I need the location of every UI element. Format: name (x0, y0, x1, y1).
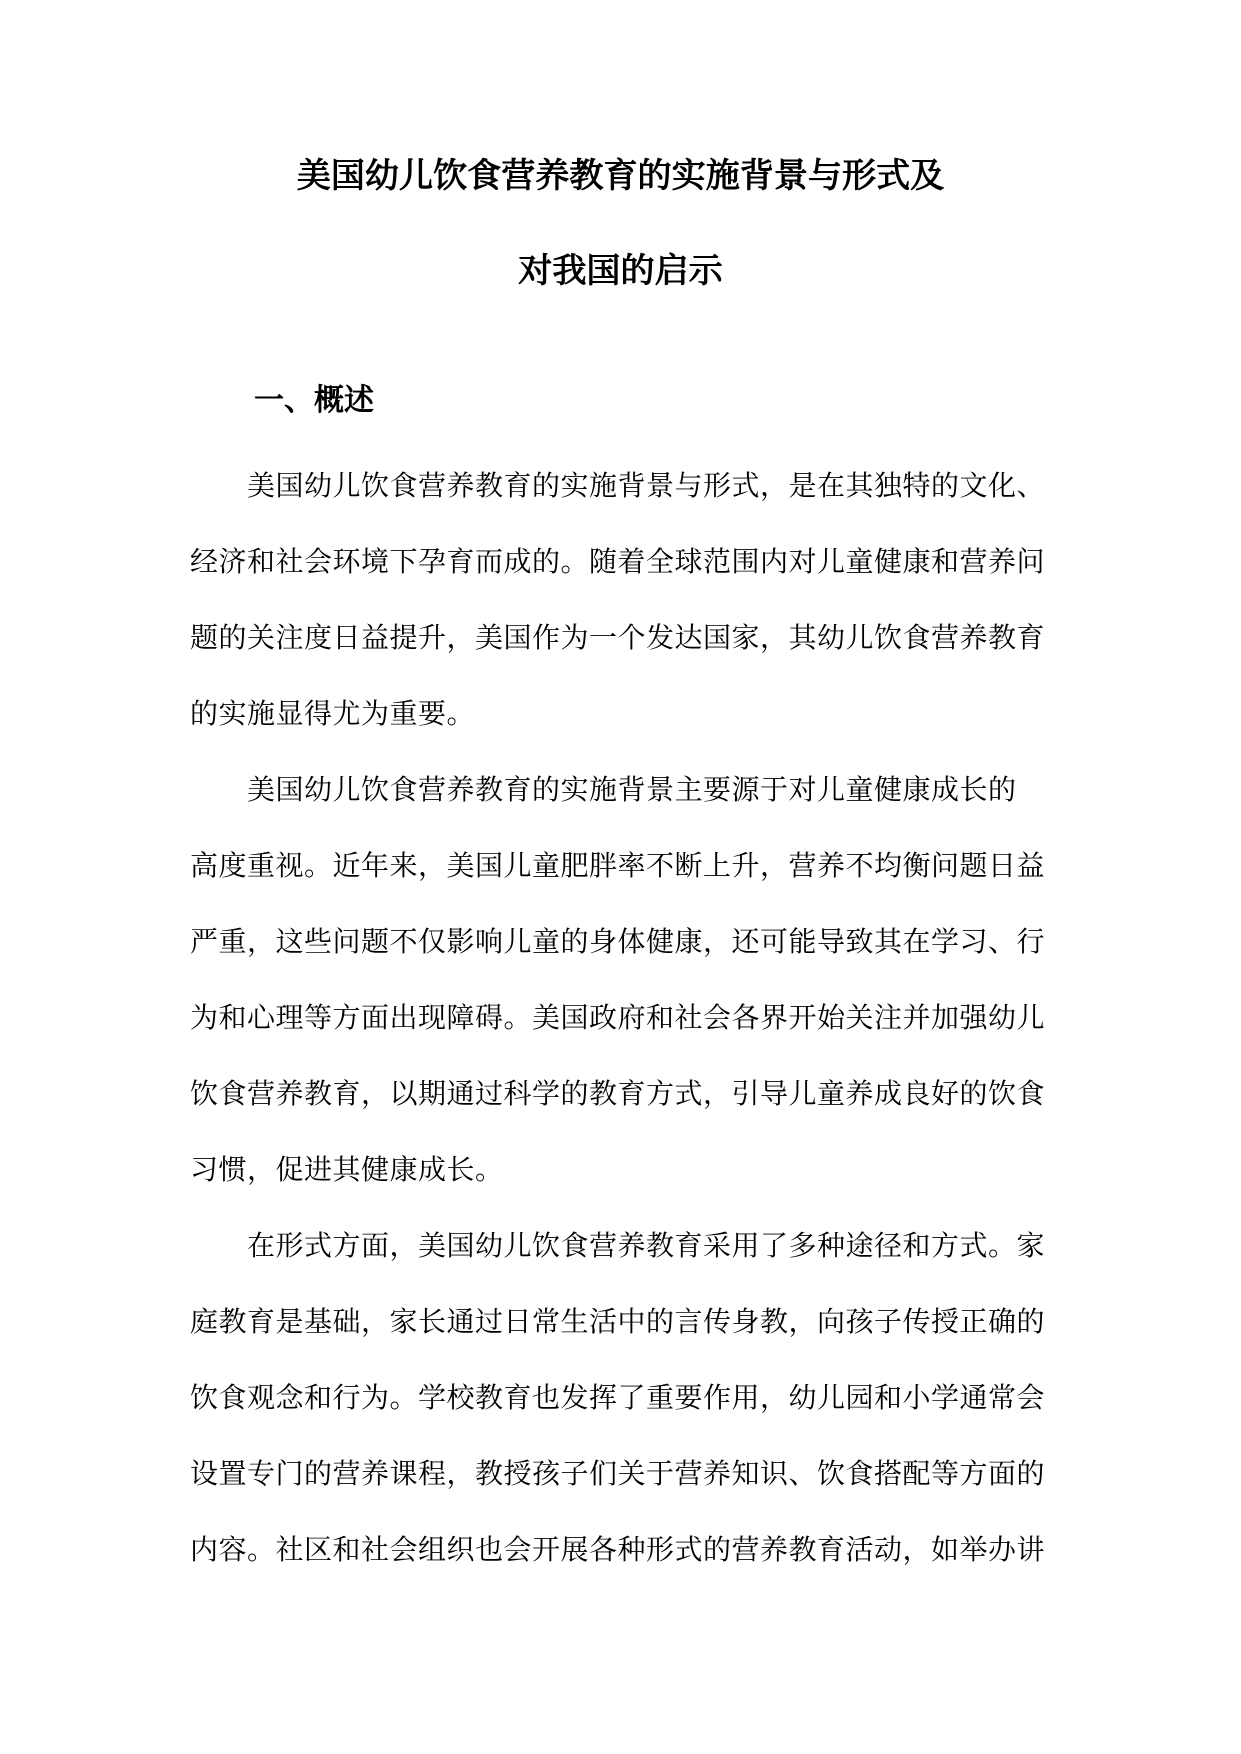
paragraph-line: 的实施显得尤为重要。 (190, 697, 476, 730)
paragraph-line: 庭教育是基础，家长通过日常生活中的言传身教，向孩子传授正确的 (190, 1305, 1046, 1338)
paragraph-line: 饮食营养教育，以期通过科学的教育方式，引导儿童养成良好的饮食 (190, 1077, 1046, 1110)
paragraph-line: 为和心理等方面出现障碍。美国政府和社会各界开始关注并加强幼儿 (190, 1001, 1046, 1034)
paragraph-line: 经济和社会环境下孕育而成的。随着全球范围内对儿童健康和营养问 (190, 545, 1046, 578)
document-title-line-1: 美国幼儿饮食营养教育的实施背景与形式及 (296, 156, 945, 196)
paragraph-line: 美国幼儿饮食营养教育的实施背景主要源于对儿童健康成长的 (247, 773, 1017, 806)
paragraph-line: 题的关注度日益提升，美国作为一个发达国家，其幼儿饮食营养教育 (190, 621, 1046, 654)
section-heading: 一、概述 (254, 383, 374, 418)
paragraph-line: 设置专门的营养课程，教授孩子们关于营养知识、饮食搭配等方面的 (190, 1457, 1046, 1490)
paragraph-line: 高度重视。近年来，美国儿童肥胖率不断上升，营养不均衡问题日益 (190, 849, 1046, 882)
paragraph-line: 习惯，促进其健康成长。 (190, 1153, 504, 1186)
paragraph-line: 内容。社区和社会组织也会开展各种形式的营养教育活动，如举办讲 (190, 1533, 1046, 1566)
paragraph-line: 美国幼儿饮食营养教育的实施背景与形式，是在其独特的文化、 (247, 469, 1046, 502)
paragraph-line: 在形式方面，美国幼儿饮食营养教育采用了多种途径和方式。家 (247, 1229, 1046, 1262)
document-title-line-2: 对我国的启示 (518, 251, 723, 291)
paragraph-line: 严重，这些问题不仅影响儿童的身体健康，还可能导致其在学习、行 (190, 925, 1046, 958)
paragraph-line: 饮食观念和行为。学校教育也发挥了重要作用，幼儿园和小学通常会 (190, 1381, 1046, 1414)
